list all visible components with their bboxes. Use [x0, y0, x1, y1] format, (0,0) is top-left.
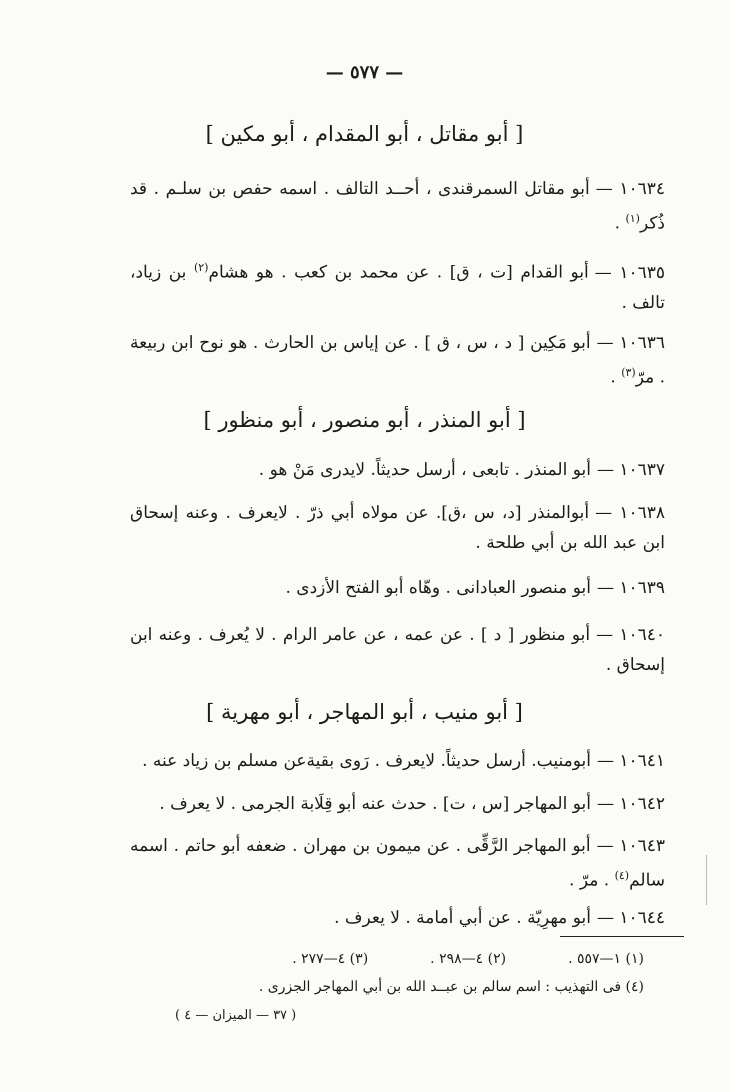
entry-10641: [130, 746, 665, 776]
entry-number: ١٠٦٣٩ —: [596, 578, 665, 598]
entry-10639: [130, 573, 665, 603]
footnote-ref: (٤): [614, 869, 630, 882]
entry-tail: .: [614, 213, 626, 234]
entry-number: ١٠٦٤٢ —: [596, 794, 665, 814]
entry-text: أبوالمنذر [د، س ،ق]. عن مولاه أبي ذرّ . لايعرف . وعنه إسحاق ابن عبد الله بن أبي طلحة .: [130, 503, 665, 553]
entry-10635: [130, 253, 665, 318]
footnote-ref: (٢): [193, 261, 209, 274]
page-number: — ٥٧٧ —: [325, 62, 404, 83]
entry-number: ١٠٦٣٥ —: [594, 262, 665, 283]
printer-signature: ( ٣٧ — الميزان — ٤ ): [175, 1008, 297, 1023]
footnote-ref: (١): [625, 212, 640, 225]
entry-10636: [130, 328, 665, 393]
entry-number: ١٠٦٣٤ —: [595, 179, 665, 199]
entry-tail: . مرّ .: [569, 870, 615, 891]
entry-text: أبو منظور [ د ] . عن عمه ، عن عامر الرام . لا يُعرف . وعنه ابن إسحاق .: [130, 625, 665, 675]
entry-10640: [130, 620, 665, 680]
entry-text: أبو منصور العبادانى . وهّاه أبو الفتح الأزدى .: [285, 578, 591, 598]
footnote-row: [200, 948, 644, 970]
entry-10637: [130, 455, 665, 485]
entry-text: أبومنيب. أرسل حديثاً. لايعرف . رَوى بقيةعن مسلم بن زياد عنه .: [142, 751, 591, 771]
entry-text: أبو مَكِين [ د ، س ، ق ] . عن إياس بن الحارث . هو نوح ابن ربيعة . مرّ: [130, 333, 665, 388]
section-heading: [ أبو المنذر ، أبو منصور ، أبو منظور ]: [203, 408, 526, 432]
entry-number: ١٠٦٤١ —: [596, 751, 665, 771]
footnote-1: (١) ١—٥٥٧ .: [568, 951, 644, 967]
entry-tail: بن زياد، تالف .: [130, 262, 665, 313]
entry-number: ١٠٦٣٧ —: [596, 460, 665, 480]
entry-number: ١٠٦٤٣ —: [596, 836, 665, 856]
section-heading: [ أبو مقاتل ، أبو المقدام ، أبو مكين ]: [205, 122, 524, 146]
entry-number: ١٠٦٣٦ —: [596, 333, 665, 353]
footnote-divider: [560, 936, 684, 937]
entry-10642: [130, 789, 665, 819]
footnote-3: (٣) ٤—٢٧٧ .: [292, 951, 369, 967]
footnote-ref: (٣): [621, 366, 636, 379]
margin-line: [706, 855, 707, 905]
footnote-2: (٢) ٤—٢٩٨ .: [430, 951, 507, 967]
entry-text: أبو المهاجر الرَّقِّى . عن ميمون بن مهران . ضعفه أبو حاتم . اسمه سالم: [130, 836, 665, 891]
entry-number: ١٠٦٤٠ —: [596, 625, 665, 645]
section-heading: [ أبو منيب ، أبو المهاجر ، أبو مهرية ]: [206, 700, 523, 724]
entry-number: ١٠٦٤٤ —: [596, 908, 665, 928]
entry-number: ١٠٦٣٨ —: [595, 503, 665, 523]
entry-text: أبو المنذر . تابعى ، أرسل حديثاً. لايدرى مَنْ هو .: [258, 460, 591, 480]
entry-text: أبو مهرِيّة . عن أبي أمامة . لا يعرف .: [334, 908, 591, 928]
entry-text: أبو المهاجر [س ، ت] . حدث عنه أبو قِلَابة الجرمى . لا يعرف .: [159, 794, 591, 814]
footnotes: [200, 948, 644, 970]
entry-tail: .: [610, 367, 622, 388]
entry-10638: [130, 498, 665, 558]
entry-text: أبو مقاتل السمرقندى ، أحــد التالف . اسمه حفص بن سلـم . قد ذُكر: [130, 179, 665, 234]
footnote-4: (٤) فى التهذيب : اسم سالم بن عبــد الله بن أبي المهاجر الجزرى .: [258, 979, 644, 995]
entry-10644: [130, 903, 665, 933]
entry-10643: [130, 831, 665, 896]
entry-text: أبو القدام [ت ، ق] . عن محمد بن كعب . هو هشام: [208, 262, 589, 283]
entry-10634: [130, 174, 665, 239]
